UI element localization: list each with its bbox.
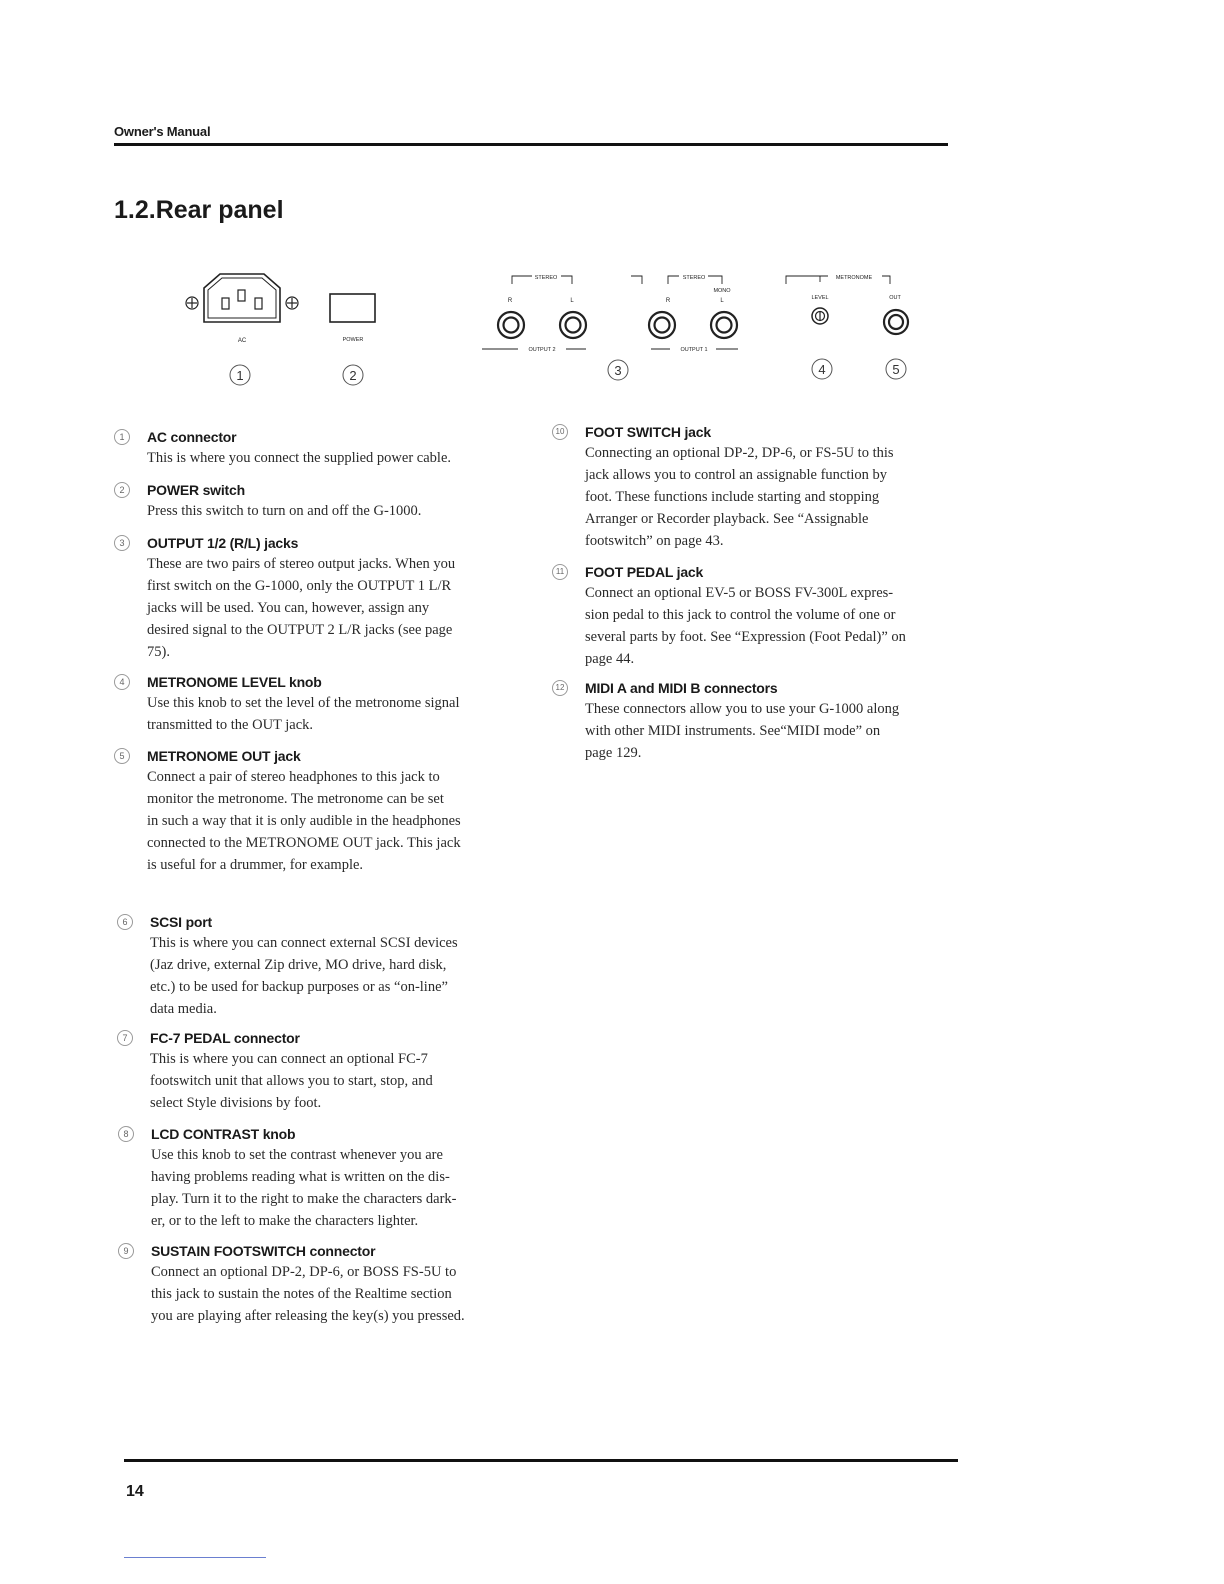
item-body-line: select Style divisions by foot. bbox=[150, 1095, 322, 1111]
ac-label: AC bbox=[237, 338, 247, 344]
output2-label: OUTPUT 2 bbox=[528, 347, 556, 353]
item-number: 5 bbox=[114, 748, 130, 764]
item-body-line: er, or to the left to make the characters lighter. bbox=[151, 1213, 419, 1229]
r-label-2: R bbox=[665, 298, 671, 304]
item-sustain-footswitch bbox=[118, 1241, 498, 1327]
power-switch-illustration bbox=[330, 294, 375, 322]
item-body bbox=[147, 500, 494, 522]
item-number: 4 bbox=[114, 674, 130, 690]
out-label: OUT bbox=[889, 295, 901, 301]
item-body-line: Connect an optional EV-5 or BOSS FV-300L expres- bbox=[585, 585, 894, 601]
item-body-line: footswitch unit that allows you to start, stop, and bbox=[150, 1073, 433, 1089]
item-body bbox=[151, 1144, 498, 1232]
item-body-line: desired signal to the OUTPUT 2 L/R jacks (see page bbox=[147, 622, 453, 638]
item-metronome-level-knob bbox=[114, 672, 494, 736]
metronome-label: METRONOME bbox=[835, 275, 873, 281]
item-number: 3 bbox=[114, 535, 130, 551]
callout-4: 4 bbox=[818, 362, 826, 377]
section-title: 1.2.Rear panel bbox=[114, 196, 284, 224]
item-title: MIDI A and MIDI B connectors bbox=[585, 680, 778, 696]
item-body bbox=[150, 932, 497, 1020]
item-body-line: having problems reading what is written on the dis- bbox=[151, 1169, 450, 1185]
item-body bbox=[151, 1261, 498, 1327]
item-ac-connector bbox=[114, 427, 494, 469]
item-number: 10 bbox=[552, 424, 568, 440]
item-body bbox=[147, 553, 494, 663]
item-scsi-port bbox=[117, 912, 497, 1020]
item-body-line: This is where you can connect an optional FC-7 bbox=[150, 1051, 428, 1067]
item-body-line: in such a way that it is only audible in the headphones bbox=[147, 813, 461, 829]
item-body-line: data media. bbox=[150, 1001, 217, 1017]
stereo-label-1: STEREO bbox=[534, 275, 558, 281]
item-body-line: These are two pairs of stereo output jacks. When you bbox=[147, 556, 456, 572]
item-number: 7 bbox=[117, 1030, 133, 1046]
item-body-line: you are playing after releasing the key(s) you pressed. bbox=[151, 1308, 465, 1324]
item-body-line: page 129. bbox=[585, 745, 642, 761]
item-body bbox=[585, 698, 932, 764]
item-body bbox=[585, 582, 932, 670]
output1-r-jack bbox=[649, 312, 675, 338]
item-body-line: transmitted to the OUT jack. bbox=[147, 717, 314, 733]
output1-l-jack bbox=[711, 312, 737, 338]
rear-panel-diagram bbox=[160, 262, 940, 392]
item-body bbox=[585, 442, 932, 552]
page-number: 14 bbox=[126, 1483, 144, 1500]
item-number: 8 bbox=[118, 1126, 134, 1142]
item-body bbox=[147, 766, 494, 876]
item-body-line: etc.) to be used for backup purposes or as “on-line” bbox=[150, 979, 448, 995]
item-title: FOOT PEDAL jack bbox=[585, 564, 704, 580]
item-body-line: 75). bbox=[147, 644, 170, 660]
item-number: 9 bbox=[118, 1243, 134, 1259]
item-title: FC-7 PEDAL connector bbox=[150, 1030, 300, 1046]
item-body-line: connected to the METRONOME OUT jack. This jack bbox=[147, 835, 461, 851]
item-output-jacks bbox=[114, 533, 494, 663]
item-body-line: Use this knob to set the contrast whenever you are bbox=[151, 1147, 443, 1163]
item-body-line: Arranger or Recorder playback. See “Assignable bbox=[585, 511, 869, 527]
item-body-line: sion pedal to this jack to control the volume of one or bbox=[585, 607, 896, 623]
item-midi-connectors bbox=[552, 678, 932, 764]
item-title: SUSTAIN FOOTSWITCH connector bbox=[151, 1243, 376, 1259]
item-metronome-out-jack bbox=[114, 746, 494, 876]
running-header: Owner's Manual bbox=[114, 124, 211, 139]
item-number: 1 bbox=[114, 429, 130, 445]
callout-1: 1 bbox=[236, 368, 244, 383]
item-body-line: This is where you can connect external SCSI devices bbox=[150, 935, 458, 951]
item-body-line: first switch on the G-1000, only the OUTPUT 1 L/R bbox=[147, 578, 452, 594]
item-lcd-contrast-knob bbox=[118, 1124, 498, 1232]
item-body-line: page 44. bbox=[585, 651, 635, 667]
item-body-line: These connectors allow you to use your G-1000 along bbox=[585, 701, 900, 717]
item-body-line: monitor the metronome. The metronome can be set bbox=[147, 791, 444, 807]
item-body bbox=[150, 1048, 497, 1114]
item-body-line: with other MIDI instruments. See“MIDI mode” on bbox=[585, 723, 881, 739]
output2-l-jack bbox=[560, 312, 586, 338]
item-foot-pedal-jack bbox=[552, 562, 932, 670]
output1-label: OUTPUT 1 bbox=[680, 347, 708, 353]
mono-label: MONO bbox=[713, 288, 731, 294]
item-body bbox=[147, 447, 494, 469]
footer-blue-line bbox=[124, 1557, 266, 1558]
r-label-1: R bbox=[507, 298, 513, 304]
item-title: METRONOME LEVEL knob bbox=[147, 674, 322, 690]
item-body-line: Connect a pair of stereo headphones to this jack to bbox=[147, 769, 440, 785]
item-power-switch bbox=[114, 480, 494, 522]
item-body-line: jack allows you to control an assignable function by bbox=[585, 467, 888, 483]
stereo-label-2: STEREO bbox=[682, 275, 706, 281]
item-fc7-pedal-connector bbox=[117, 1028, 497, 1114]
item-number: 11 bbox=[552, 564, 568, 580]
item-body-line: Connect an optional DP-2, DP-6, or BOSS FS-5U to bbox=[151, 1264, 457, 1280]
item-body-line: play. Turn it to the right to make the characters dark- bbox=[151, 1191, 457, 1207]
item-title: SCSI port bbox=[150, 914, 212, 930]
power-label: POWER bbox=[342, 337, 364, 343]
item-body-line: footswitch” on page 43. bbox=[585, 533, 724, 549]
item-title: OUTPUT 1/2 (R/L) jacks bbox=[147, 535, 299, 551]
item-body-line: jacks will be used. You can, however, assign any bbox=[147, 600, 430, 616]
item-number: 6 bbox=[117, 914, 133, 930]
footer-rule bbox=[124, 1459, 958, 1462]
header-rule bbox=[114, 143, 948, 146]
item-title: FOOT SWITCH jack bbox=[585, 424, 711, 440]
level-label: LEVEL bbox=[811, 295, 829, 301]
item-body-line: This is where you connect the supplied power cable. bbox=[147, 450, 452, 466]
item-body-line: several parts by foot. See “Expression (Foot Pedal)” on bbox=[585, 629, 906, 645]
item-number: 2 bbox=[114, 482, 130, 498]
item-title: AC connector bbox=[147, 429, 237, 445]
item-body-line: Connecting an optional DP-2, DP-6, or FS-5U to this bbox=[585, 445, 894, 461]
item-body-line: (Jaz drive, external Zip drive, MO drive, hard disk, bbox=[150, 957, 447, 973]
l-label-2: L bbox=[720, 298, 724, 304]
item-title: METRONOME OUT jack bbox=[147, 748, 301, 764]
callout-5: 5 bbox=[892, 362, 900, 377]
item-body-line: foot. These functions include starting and stopping bbox=[585, 489, 880, 505]
ac-connector-illustration bbox=[186, 274, 298, 322]
item-number: 12 bbox=[552, 680, 568, 696]
callout-2: 2 bbox=[349, 368, 357, 383]
item-title: LCD CONTRAST knob bbox=[151, 1126, 296, 1142]
item-body-line: this jack to sustain the notes of the Realtime section bbox=[151, 1286, 452, 1302]
item-title: POWER switch bbox=[147, 482, 245, 498]
item-body bbox=[147, 692, 494, 736]
metronome-out-jack bbox=[884, 310, 908, 334]
item-body-line: Press this switch to turn on and off the G-1000. bbox=[147, 503, 422, 519]
item-foot-switch-jack bbox=[552, 422, 932, 552]
item-body-line: Use this knob to set the level of the metronome signal bbox=[147, 695, 460, 711]
output2-r-jack bbox=[498, 312, 524, 338]
item-body-line: is useful for a drummer, for example. bbox=[147, 857, 364, 873]
callout-3: 3 bbox=[614, 363, 622, 378]
l-label-1: L bbox=[570, 298, 574, 304]
metronome-level-knob bbox=[812, 308, 828, 324]
